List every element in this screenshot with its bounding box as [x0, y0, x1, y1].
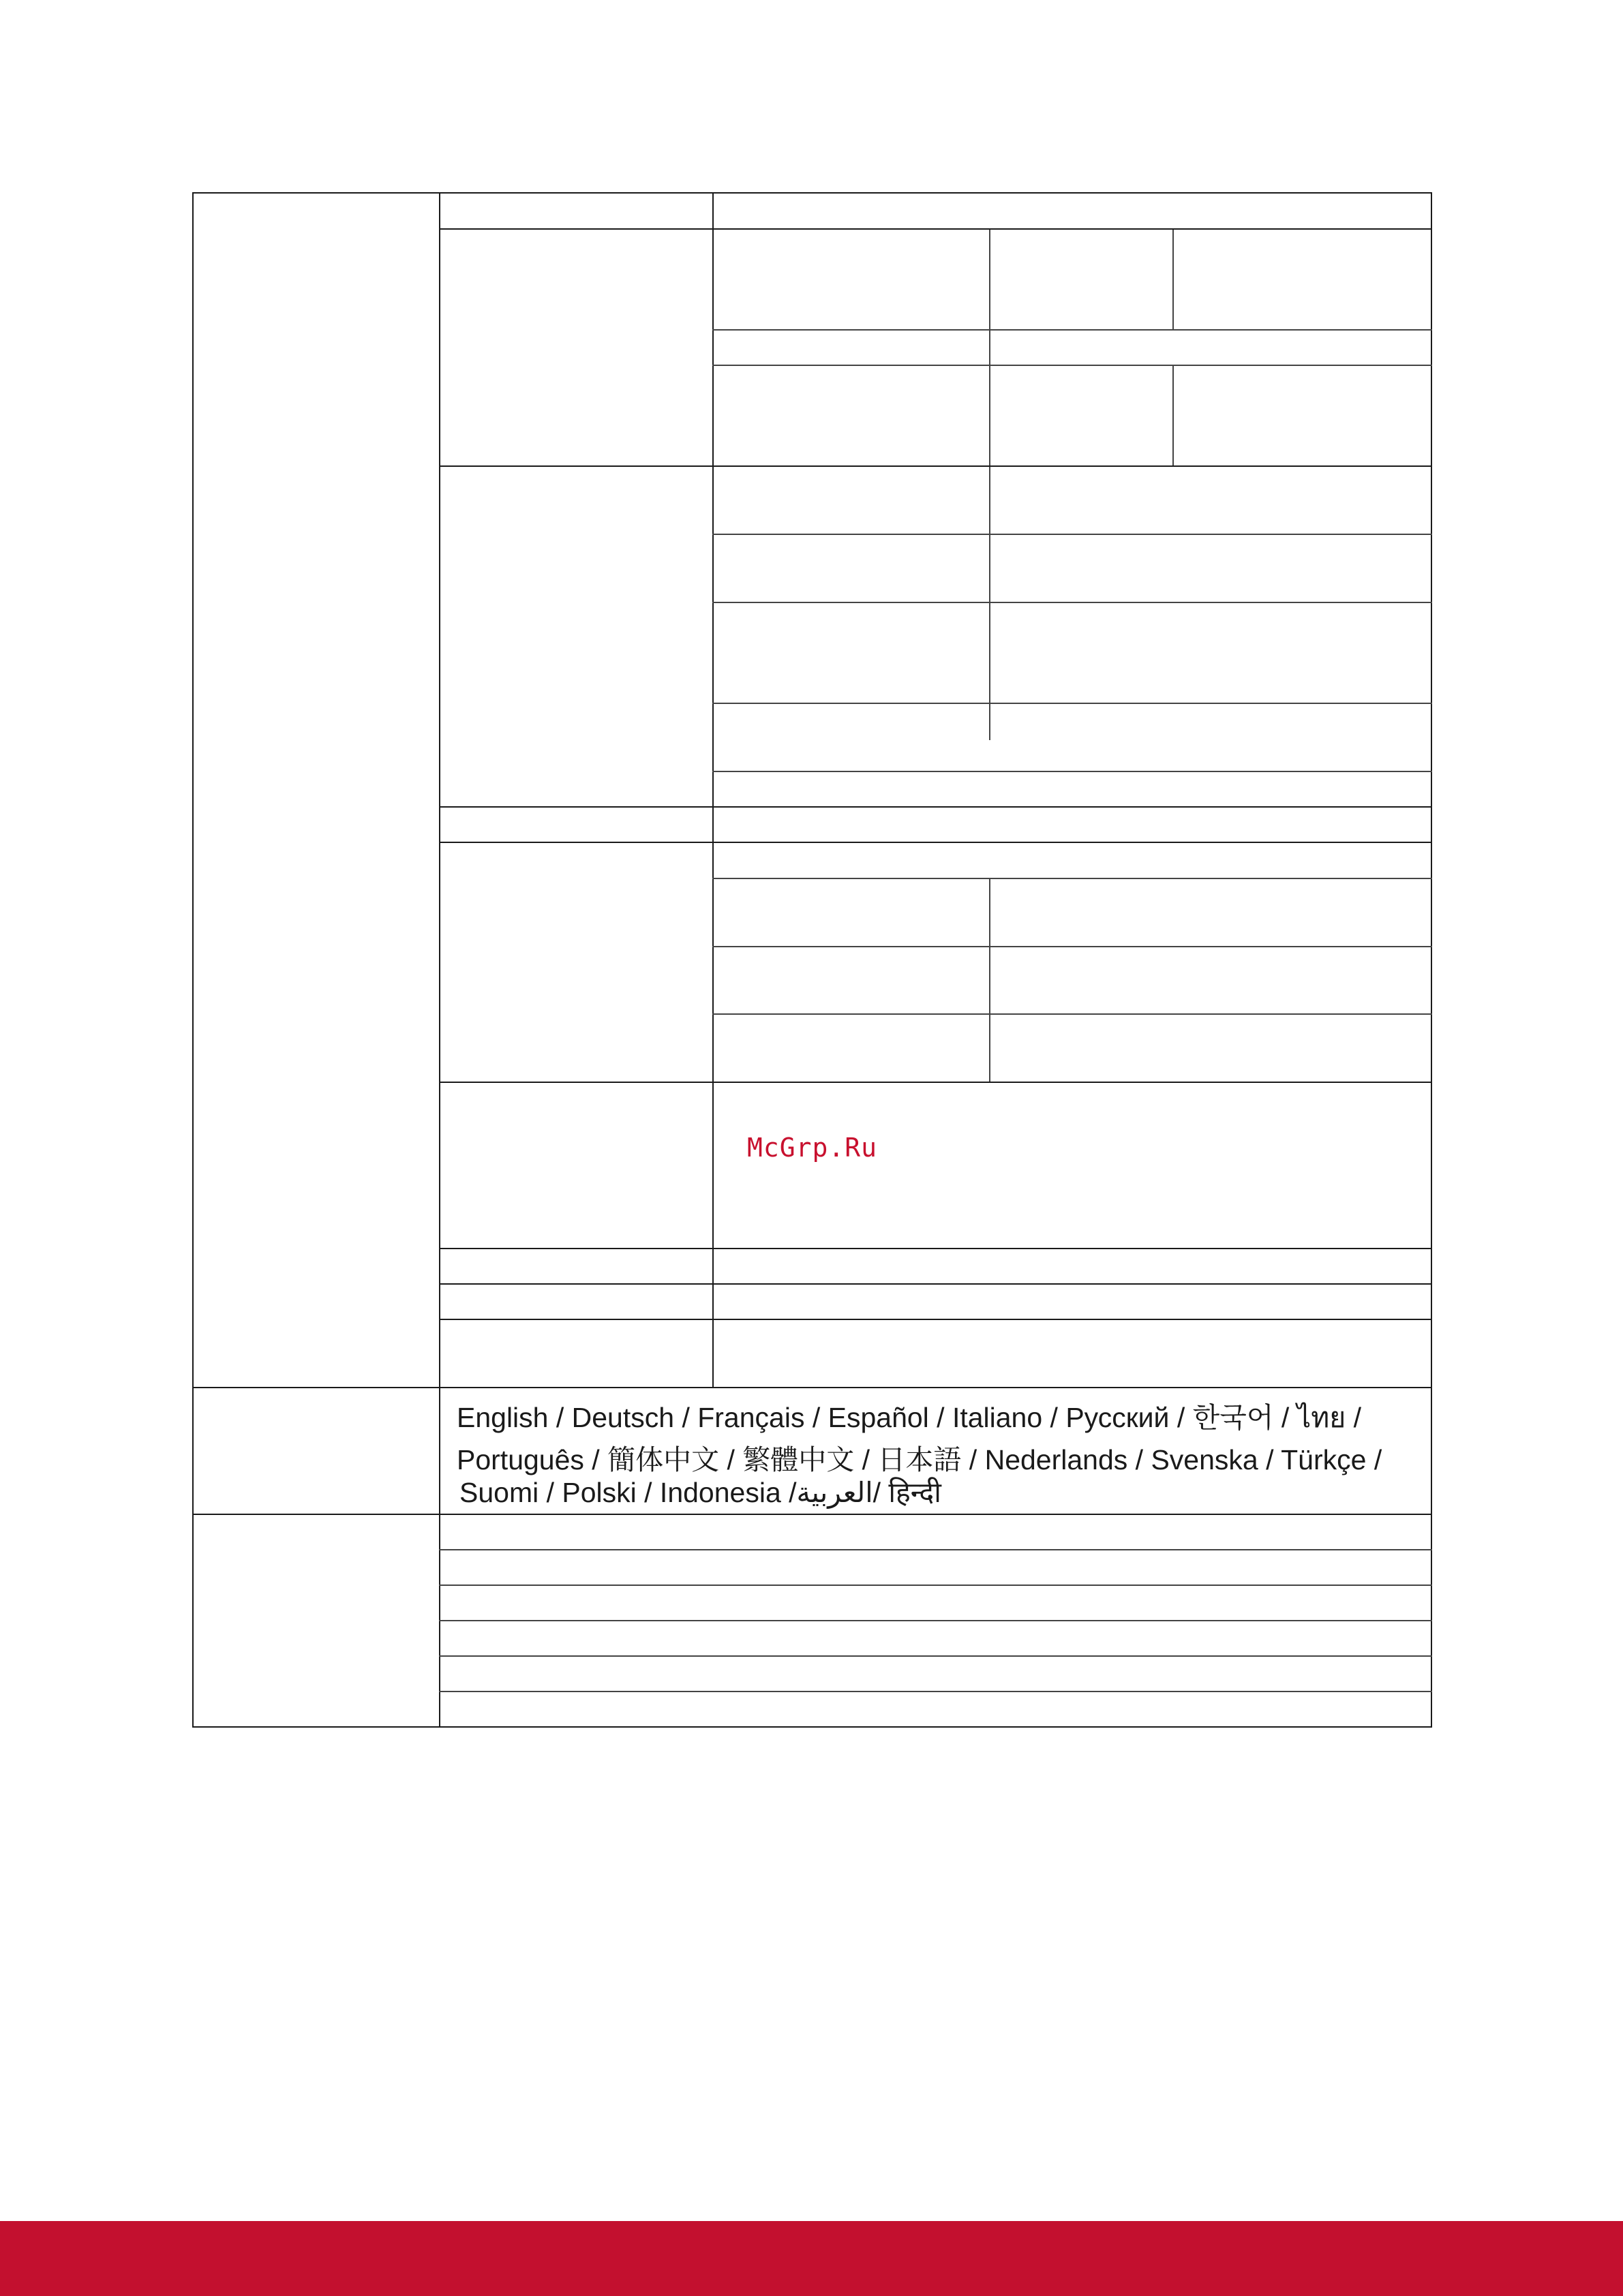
column-divider — [1172, 365, 1174, 466]
row-divider — [439, 1319, 1432, 1320]
row-divider — [439, 842, 1432, 843]
row-divider — [439, 1283, 1432, 1285]
column-divider — [712, 192, 714, 1387]
table-border-bottom — [192, 1726, 1432, 1728]
row-divider — [439, 1655, 1432, 1657]
language-list-line-2: Português / 簡体中文 / 繁體中文 / 日本語 / Nederlands / Svenska / Türkçe / — [457, 1444, 1382, 1475]
row-divider — [439, 1691, 1432, 1692]
table-border-left — [192, 192, 194, 1728]
column-divider — [989, 228, 990, 740]
row-divider — [712, 946, 1432, 947]
row-divider — [439, 228, 1432, 230]
row-divider — [712, 534, 1432, 535]
table-border-right — [1431, 192, 1432, 1728]
row-divider — [712, 329, 1432, 331]
row-divider — [712, 703, 1432, 704]
row-divider — [439, 1585, 1432, 1586]
row-divider — [439, 806, 1432, 808]
row-divider — [439, 1082, 1432, 1083]
row-divider — [712, 602, 1432, 603]
footer-bar — [0, 2221, 1623, 2296]
row-divider — [712, 365, 1432, 366]
row-divider — [439, 1248, 1432, 1249]
row-divider — [712, 878, 1432, 879]
row-divider — [712, 771, 1432, 772]
row-divider — [439, 1549, 1432, 1550]
row-divider — [192, 1514, 1432, 1515]
row-divider — [439, 465, 1432, 467]
column-divider — [439, 192, 440, 1728]
language-list-line-3: Suomi / Polski / Indonesia /العربية/ हिन्दी — [459, 1477, 941, 1508]
language-list-line-1: English / Deutsch / Français / Español / Italiano / Русский / 한국어 / ไทย / — [457, 1402, 1362, 1433]
row-divider — [712, 1013, 1432, 1015]
row-divider — [439, 1620, 1432, 1621]
row-divider — [192, 1387, 1432, 1388]
column-divider — [1172, 228, 1174, 330]
column-divider — [989, 878, 990, 1082]
watermark: McGrp.Ru — [747, 1133, 878, 1163]
table-border-top — [192, 192, 1432, 194]
